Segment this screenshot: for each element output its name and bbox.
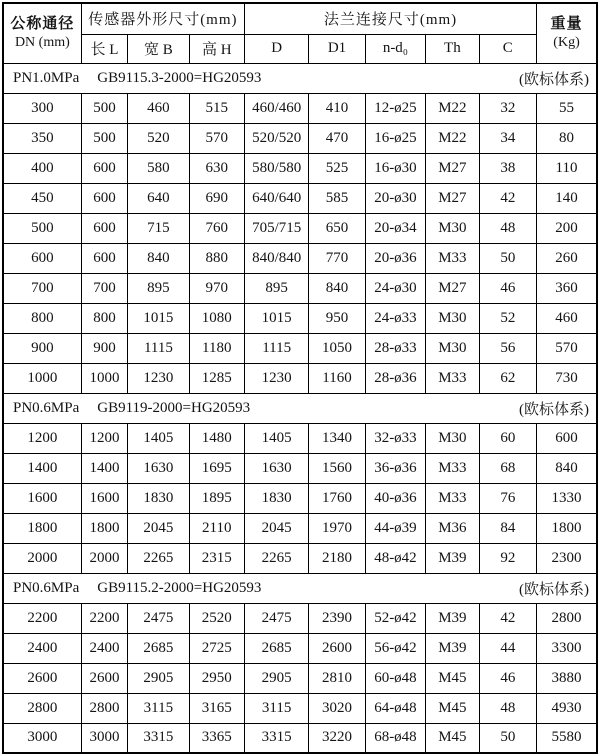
table-cell: 1560 — [309, 453, 365, 483]
col-header-length-l: 长 L — [81, 34, 128, 63]
table-cell: 300 — [3, 93, 81, 123]
table-cell: 1695 — [189, 453, 244, 483]
table-cell: 3300 — [537, 633, 597, 663]
table-cell: 1400 — [3, 453, 81, 483]
table-row — [3, 93, 597, 123]
table-row — [3, 213, 597, 243]
table-row — [3, 153, 597, 183]
table-row — [3, 303, 597, 333]
table-cell: 840 — [128, 243, 189, 273]
table-cell: 1800 — [3, 513, 81, 543]
table-row — [3, 183, 597, 213]
table-row — [3, 333, 597, 363]
col-header-c: C — [479, 34, 536, 63]
table-cell: 28-ø33 — [365, 333, 425, 363]
table-cell: 1480 — [189, 423, 244, 453]
col-header-weight — [537, 3, 597, 63]
standard-system-note: (欧标体系) — [519, 71, 589, 88]
table-cell: 48-ø42 — [365, 543, 425, 573]
table-cell: 650 — [309, 213, 365, 243]
table-cell: 48 — [479, 693, 536, 723]
table-cell: 895 — [128, 273, 189, 303]
table-cell: 44-ø39 — [365, 513, 425, 543]
table-cell: 1830 — [244, 483, 308, 513]
table-cell: 1800 — [81, 513, 128, 543]
table-cell: 350 — [3, 123, 81, 153]
table-cell: M33 — [426, 453, 479, 483]
table-cell: 80 — [537, 123, 597, 153]
table-cell: 4930 — [537, 693, 597, 723]
table-cell: 2600 — [309, 633, 365, 663]
table-cell: 2905 — [128, 663, 189, 693]
table-cell: 520/520 — [244, 123, 308, 153]
table-cell: 46 — [479, 273, 536, 303]
table-cell: 1200 — [3, 423, 81, 453]
table-cell: 1760 — [309, 483, 365, 513]
table-cell: 600 — [81, 153, 128, 183]
table-cell: 1000 — [81, 363, 128, 393]
table-cell: 200 — [537, 213, 597, 243]
col-header-width-b: 宽 B — [128, 34, 189, 63]
table-cell: 1830 — [128, 483, 189, 513]
table-cell: 3000 — [81, 723, 128, 753]
table-cell: 3115 — [244, 693, 308, 723]
table-cell: 700 — [81, 273, 128, 303]
section-header-cell — [3, 63, 597, 93]
table-cell: 28-ø36 — [365, 363, 425, 393]
table-cell: 900 — [3, 333, 81, 363]
table-cell: 1015 — [244, 303, 308, 333]
table-cell: 895 — [244, 273, 308, 303]
table-cell: 1895 — [189, 483, 244, 513]
table-cell: 12-ø25 — [365, 93, 425, 123]
table-cell: 1015 — [128, 303, 189, 333]
table-cell: 3315 — [128, 723, 189, 753]
table-cell: 1115 — [244, 333, 308, 363]
table-cell: 2475 — [128, 603, 189, 633]
table-cell: 500 — [3, 213, 81, 243]
table-cell: 48 — [479, 213, 536, 243]
standard-code-label: GB9115.3-2000=HG20593 — [97, 69, 262, 86]
table-cell: 640 — [128, 183, 189, 213]
section-header-cell — [3, 393, 597, 423]
table-cell: 2200 — [81, 603, 128, 633]
table-cell: 3115 — [128, 693, 189, 723]
col-header-weight-unit: (Kg) — [553, 34, 580, 50]
table-cell: 1800 — [537, 513, 597, 543]
table-cell: 470 — [309, 123, 365, 153]
col-group-sensor-dimensions: 传感器外形尺寸(mm) — [81, 3, 244, 34]
table-cell: 1230 — [128, 363, 189, 393]
table-cell: 24-ø33 — [365, 303, 425, 333]
table-cell: 32 — [479, 93, 536, 123]
table-cell: 640/640 — [244, 183, 308, 213]
table-cell: 700 — [3, 273, 81, 303]
table-cell: 56-ø42 — [365, 633, 425, 663]
table-cell: 880 — [189, 243, 244, 273]
header-row-subcolumns — [3, 34, 597, 63]
table-cell: 585 — [309, 183, 365, 213]
table-cell: 360 — [537, 273, 597, 303]
table-cell: M36 — [426, 513, 479, 543]
table-cell: 3315 — [244, 723, 308, 753]
table-cell: M30 — [426, 423, 479, 453]
table-cell: 20-ø34 — [365, 213, 425, 243]
table-cell: 800 — [3, 303, 81, 333]
table-cell: 2810 — [309, 663, 365, 693]
table-cell: 1200 — [81, 423, 128, 453]
table-cell: 2000 — [81, 543, 128, 573]
table-row — [3, 123, 597, 153]
table-cell: 42 — [479, 603, 536, 633]
pressure-rating-label: PN0.6MPa — [13, 579, 80, 596]
table-row — [3, 723, 597, 753]
table-cell: 460 — [537, 303, 597, 333]
table-cell: 2475 — [244, 603, 308, 633]
table-cell: 1970 — [309, 513, 365, 543]
table-header — [3, 3, 597, 63]
col-header-n-d0: n-d₀ — [365, 34, 425, 63]
table-cell: 705/715 — [244, 213, 308, 243]
table-row — [3, 513, 597, 543]
table-cell: M33 — [426, 363, 479, 393]
table-cell: 630 — [189, 153, 244, 183]
table-cell: 52 — [479, 303, 536, 333]
table-cell: M30 — [426, 213, 479, 243]
table-cell: 2180 — [309, 543, 365, 573]
table-cell: 32-ø33 — [365, 423, 425, 453]
table-cell: 2600 — [3, 663, 81, 693]
table-cell: 570 — [189, 123, 244, 153]
table-cell: 580/580 — [244, 153, 308, 183]
table-cell: 20-ø36 — [365, 243, 425, 273]
col-header-weight-title: 重量 — [550, 16, 583, 33]
table-cell: M33 — [426, 483, 479, 513]
table-cell: 525 — [309, 153, 365, 183]
table-cell: 410 — [309, 93, 365, 123]
table-cell: 40-ø36 — [365, 483, 425, 513]
table-cell: 20-ø30 — [365, 183, 425, 213]
section-header-cell — [3, 573, 597, 603]
table-cell: 2200 — [3, 603, 81, 633]
table-cell: 2725 — [189, 633, 244, 663]
table-cell: 34 — [479, 123, 536, 153]
table-cell: 50 — [479, 723, 536, 753]
table-cell: 460/460 — [244, 93, 308, 123]
table-cell: 3880 — [537, 663, 597, 693]
table-cell: M45 — [426, 723, 479, 753]
table-cell: 730 — [537, 363, 597, 393]
table-cell: 3020 — [309, 693, 365, 723]
table-cell: 500 — [81, 93, 128, 123]
table-cell: 1405 — [128, 423, 189, 453]
table-row — [3, 633, 597, 663]
table-cell: M39 — [426, 543, 479, 573]
table-cell: 600 — [81, 213, 128, 243]
table-cell: 1600 — [81, 483, 128, 513]
table-cell: 3000 — [3, 723, 81, 753]
table-body — [3, 63, 597, 753]
table-cell: 400 — [3, 153, 81, 183]
table-cell: 2685 — [128, 633, 189, 663]
table-cell: 500 — [81, 123, 128, 153]
table-cell: 1340 — [309, 423, 365, 453]
col-header-dn — [3, 3, 81, 63]
standard-code-label: GB9115.2-2000=HG20593 — [97, 579, 262, 596]
table-cell: M22 — [426, 123, 479, 153]
table-cell: 3365 — [189, 723, 244, 753]
table-cell: 2000 — [3, 543, 81, 573]
table-cell: 5580 — [537, 723, 597, 753]
col-header-dn-title: 公称通径 — [10, 16, 75, 33]
table-cell: 800 — [81, 303, 128, 333]
section-header-row — [3, 63, 597, 93]
table-cell: 2300 — [537, 543, 597, 573]
table-cell: 900 — [81, 333, 128, 363]
table-cell: M45 — [426, 693, 479, 723]
table-cell: 1000 — [3, 363, 81, 393]
col-header-th: Th — [426, 34, 479, 63]
table-cell: 68 — [479, 453, 536, 483]
table-cell: 38 — [479, 153, 536, 183]
table-cell: 2045 — [128, 513, 189, 543]
table-cell: M27 — [426, 153, 479, 183]
table-cell: 110 — [537, 153, 597, 183]
col-group-flange-dimensions: 法兰连接尺寸(mm) — [244, 3, 536, 34]
table-row — [3, 603, 597, 633]
header-row-groups — [3, 3, 597, 34]
table-cell: 64-ø48 — [365, 693, 425, 723]
table-row — [3, 243, 597, 273]
table-row — [3, 453, 597, 483]
table-cell: 1600 — [3, 483, 81, 513]
pressure-rating-label: PN0.6MPa — [13, 399, 80, 416]
table-row — [3, 423, 597, 453]
table-cell: 42 — [479, 183, 536, 213]
table-cell: 600 — [3, 243, 81, 273]
table-cell: 50 — [479, 243, 536, 273]
table-cell: 580 — [128, 153, 189, 183]
table-cell: 36-ø36 — [365, 453, 425, 483]
table-cell: 3220 — [309, 723, 365, 753]
table-cell: 60-ø48 — [365, 663, 425, 693]
table-cell: 1230 — [244, 363, 308, 393]
table-cell: 1400 — [81, 453, 128, 483]
table-cell: 600 — [81, 183, 128, 213]
table-cell: 1180 — [189, 333, 244, 363]
table-cell: 2110 — [189, 513, 244, 543]
table-row — [3, 273, 597, 303]
table-row — [3, 693, 597, 723]
table-cell: 715 — [128, 213, 189, 243]
table-cell: 460 — [128, 93, 189, 123]
table-cell: 3165 — [189, 693, 244, 723]
section-header-row — [3, 393, 597, 423]
table-cell: 1050 — [309, 333, 365, 363]
table-cell: M30 — [426, 333, 479, 363]
table-cell: 1630 — [128, 453, 189, 483]
table-cell: 1330 — [537, 483, 597, 513]
table-cell: 1080 — [189, 303, 244, 333]
table-cell: 600 — [537, 423, 597, 453]
table-cell: 16-ø25 — [365, 123, 425, 153]
table-cell: M39 — [426, 633, 479, 663]
table-cell: 68-ø48 — [365, 723, 425, 753]
table-cell: 55 — [537, 93, 597, 123]
table-cell: 2905 — [244, 663, 308, 693]
table-cell: 56 — [479, 333, 536, 363]
table-cell: 2400 — [81, 633, 128, 663]
table-cell: 76 — [479, 483, 536, 513]
table-cell: 2800 — [3, 693, 81, 723]
table-cell: 2800 — [81, 693, 128, 723]
table-cell: M39 — [426, 603, 479, 633]
table-cell: 1405 — [244, 423, 308, 453]
table-cell: 46 — [479, 663, 536, 693]
table-cell: 600 — [81, 243, 128, 273]
table-row — [3, 543, 597, 573]
table-cell: 690 — [189, 183, 244, 213]
table-cell: 2265 — [128, 543, 189, 573]
col-header-height-h: 高 H — [189, 34, 244, 63]
table-cell: 840 — [537, 453, 597, 483]
table-cell: 2400 — [3, 633, 81, 663]
table-cell: 1115 — [128, 333, 189, 363]
table-cell: 2600 — [81, 663, 128, 693]
table-cell: 140 — [537, 183, 597, 213]
table-cell: 1630 — [244, 453, 308, 483]
col-header-dn-unit: DN (mm) — [14, 34, 70, 50]
col-header-d: D — [244, 34, 308, 63]
table-cell: 84 — [479, 513, 536, 543]
table-cell: M30 — [426, 303, 479, 333]
table-cell: 62 — [479, 363, 536, 393]
table-cell: 24-ø30 — [365, 273, 425, 303]
table-row — [3, 363, 597, 393]
pressure-rating-label: PN1.0MPa — [13, 69, 80, 86]
table-cell: 60 — [479, 423, 536, 453]
table-cell: 770 — [309, 243, 365, 273]
standard-code-label: GB9119-2000=HG20593 — [97, 399, 251, 416]
table-cell: 515 — [189, 93, 244, 123]
table-cell: 92 — [479, 543, 536, 573]
table-cell: 840/840 — [244, 243, 308, 273]
table-cell: 2265 — [244, 543, 308, 573]
table-cell: 52-ø42 — [365, 603, 425, 633]
dimension-spec-table — [2, 2, 598, 754]
table-cell: 840 — [309, 273, 365, 303]
table-cell: 450 — [3, 183, 81, 213]
table-cell: 2950 — [189, 663, 244, 693]
table-cell: 44 — [479, 633, 536, 663]
table-cell: M27 — [426, 273, 479, 303]
table-cell: 1160 — [309, 363, 365, 393]
table-cell: 2045 — [244, 513, 308, 543]
standard-system-note: (欧标体系) — [519, 581, 589, 598]
table-row — [3, 483, 597, 513]
table-cell: 16-ø30 — [365, 153, 425, 183]
table-cell: M45 — [426, 663, 479, 693]
table-cell: 260 — [537, 243, 597, 273]
table-cell: 950 — [309, 303, 365, 333]
table-cell: M22 — [426, 93, 479, 123]
table-cell: 2685 — [244, 633, 308, 663]
table-cell: M27 — [426, 183, 479, 213]
table-cell: 2390 — [309, 603, 365, 633]
table-cell: 760 — [189, 213, 244, 243]
table-row — [3, 663, 597, 693]
table-cell: 520 — [128, 123, 189, 153]
table-cell: 970 — [189, 273, 244, 303]
table-cell: 570 — [537, 333, 597, 363]
standard-system-note: (欧标体系) — [519, 401, 589, 418]
table-cell: 2315 — [189, 543, 244, 573]
table-cell: M33 — [426, 243, 479, 273]
table-cell: 1285 — [189, 363, 244, 393]
table-cell: 2800 — [537, 603, 597, 633]
table-cell: 2520 — [189, 603, 244, 633]
col-header-d1: D1 — [309, 34, 365, 63]
section-header-row — [3, 573, 597, 603]
